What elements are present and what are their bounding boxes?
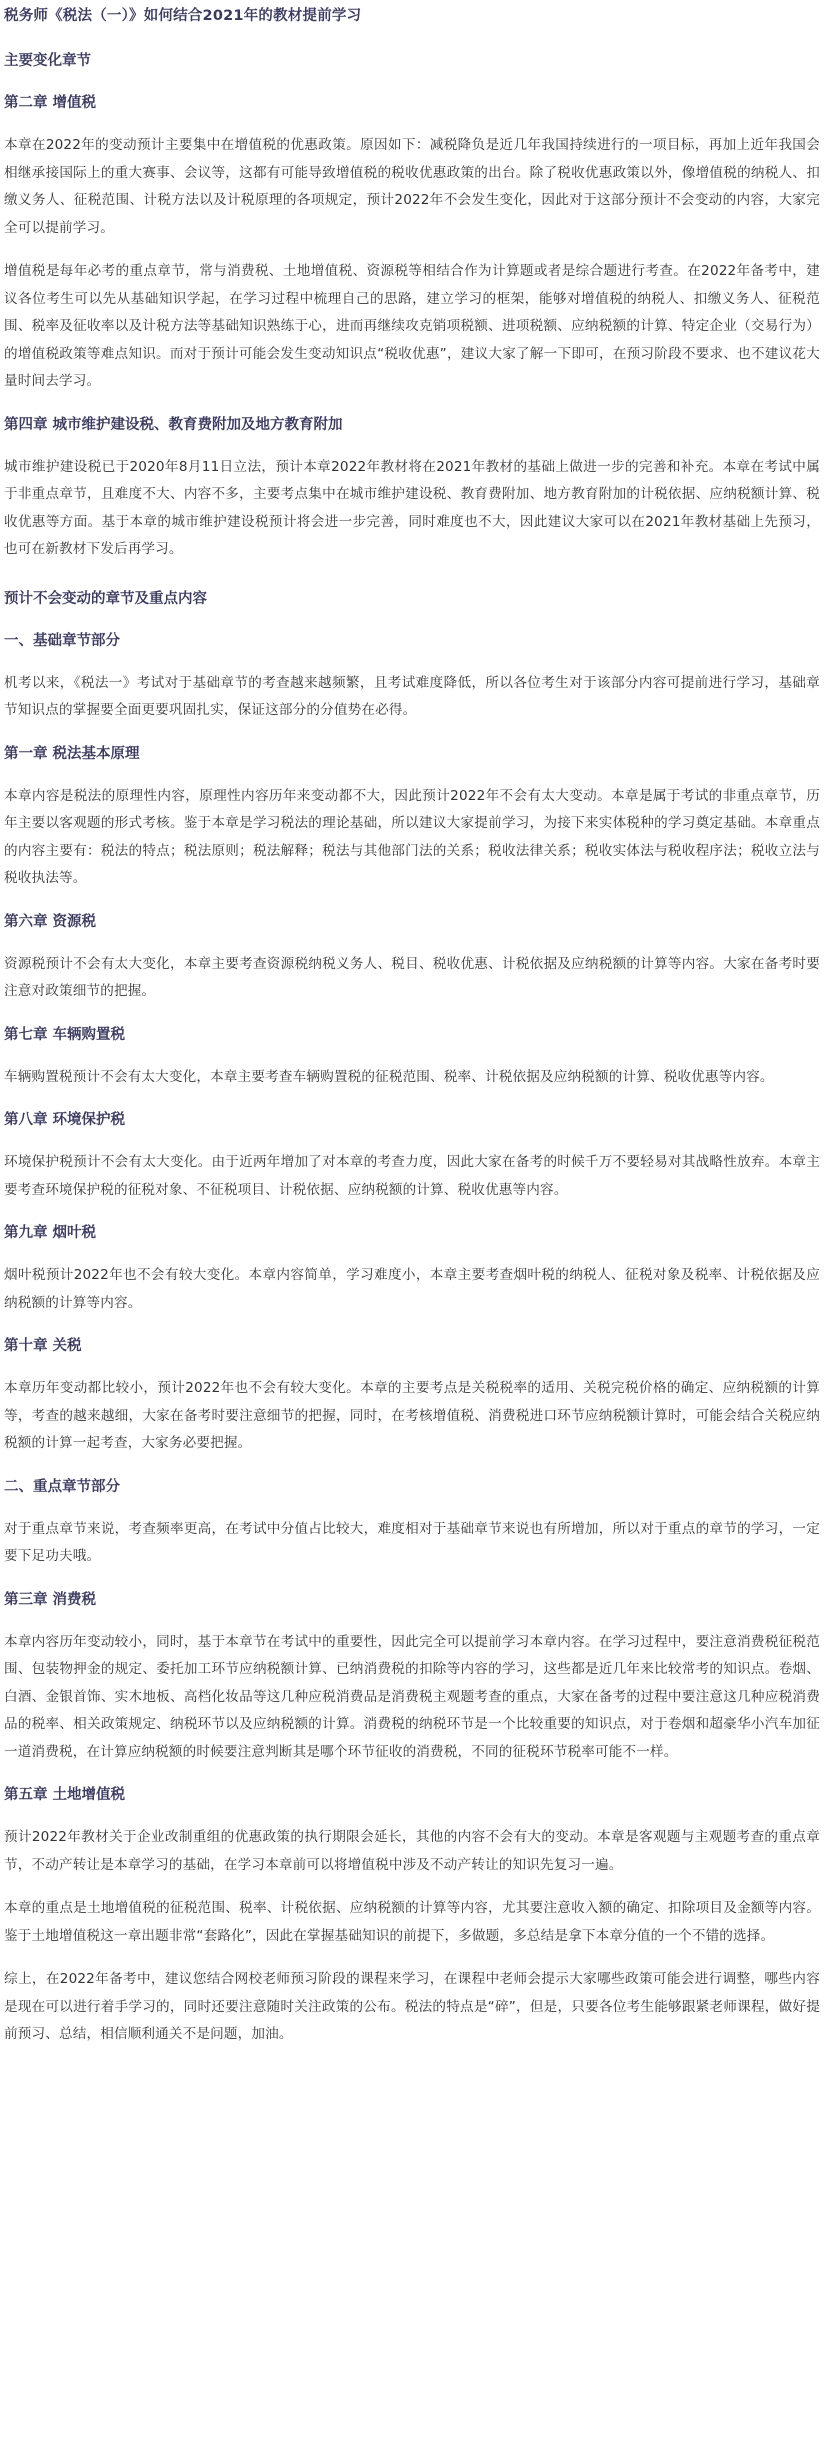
- article-title: 税务师《税法（一）》如何结合2021年的教材提前学习: [4, 8, 362, 24]
- section-heading-unchanged: 预计不会变动的章节及重点内容: [4, 590, 207, 607]
- chapter-heading-4: 第四章 城市维护建设税、教育费附加及地方教育附加: [4, 416, 343, 433]
- chapter-heading-3: 第三章 消费税: [4, 1591, 97, 1608]
- paragraph: 本章在2022年的变动预计主要集中在增值税的优惠政策。原因如下：减税降负是近几年我国持续进行的一项目标，再加上近年我国会相继承接国际上的重大赛事、会议等，这都有可能导致增值税的税收优惠政策的出台。除了税收优惠政策以外，像增值税的纳税人、扣缴义务人、征税范围、计税方法以及计税原理的各项规定，预计2022年不会发生变化，因此对于这部分预计不会变动的内容，大家完全可以提前学习。: [4, 137, 820, 236]
- paragraph: 资源税预计不会有太大变化，本章主要考查资源税纳税义务人、税目、税收优惠、计税依据及应纳税额的计算等内容。大家在备考时要注意对政策细节的把握。: [4, 955, 820, 999]
- chapter-heading-2: 第二章 增值税: [4, 95, 97, 111]
- chapter-heading-10: 第十章 关税: [4, 1338, 82, 1354]
- paragraph: 对于重点章节来说，考查频率更高，在考试中分值占比较大，难度相对于基础章节来说也有所增加，所以对于重点的章节的学习，一定要下足功夫哦。: [4, 1520, 820, 1564]
- subsection-heading-basic: 一、基础章节部分: [4, 632, 120, 649]
- paragraph: 预计2022年教材关于企业改制重组的优惠政策的执行期限会延长，其他的内容不会有大的变动。本章是客观题与主观题考查的重点章节，不动产转让是本章学习的基础，在学习本章前可以将增值税中涉及不动产转让的知识先复习一遍。: [4, 1829, 820, 1873]
- chapter-heading-7: 第七章 车辆购置税: [4, 1026, 126, 1043]
- paragraph: 本章内容历年变动较小，同时，基于本章节在考试中的重要性，因此完全可以提前学习本章内容。在学习过程中，要注意消费税征税范围、包装物押金的规定、委托加工环节应纳税额计算、已纳消费税的扣除等内容的学习，这些都是近几年来比较常考的知识点。卷烟、白酒、金银首饰、实木地板、高档化妆品等这几种应税消费品是消费税主观题考查的重点，大家在备考的过程中要注意这几种应税消费品的税率、相关政策规定、纳税环节以及应纳税额的计算。消费税的纳税环节是一个比较重要的知识点，对于卷烟和超豪华小汽车加征一道消费税，在计算应纳税额的时候要注意判断其是哪个环节征收的消费税，不同的征税环节税率可能不一样。: [4, 1633, 820, 1760]
- paragraph: 车辆购置税预计不会有太大变化，本章主要考查车辆购置税的征税范围、税率、计税依据及应纳税额的计算、税收优惠等内容。: [4, 1068, 774, 1085]
- paragraph: 环境保护税预计不会有太大变化。由于近两年增加了对本章的考查力度，因此大家在备考的时候千万不要轻易对其战略性放弃。本章主要考查环境保护税的征税对象、不征税项目、计税依据、应纳税额的计算、税收优惠等内容。: [4, 1154, 820, 1198]
- paragraph: 机考以来，《税法一》考试对于基础章节的考查越来越频繁，且考试难度降低，所以各位考生对于该部分内容可提前进行学习，基础章节知识点的掌握要全面更要巩固扎实，保证这部分的分值势在必得。: [4, 674, 820, 718]
- paragraph: 本章的重点是土地增值税的征税范围、税率、计税依据、应纳税额的计算等内容，尤其要注意收入额的确定、扣除项目及金额等内容。鉴于土地增值税这一章出题非常“套路化”，因此在掌握基础知识的前提下，多做题，多总结是拿下本章分值的一个不错的选择。: [4, 1900, 820, 1944]
- subsection-heading-key: 二、重点章节部分: [4, 1478, 120, 1495]
- paragraph: 城市维护建设税已于2020年8月11日立法，预计本章2022年教材将在2021年教材的基础上做进一步的完善和补充。本章在考试中属于非重点章节，且难度不大、内容不多，主要考点集中在城市维护建设税、教育费附加、地方教育附加的计税依据、应纳税额计算、税收优惠等方面。基于本章的城市维护建设税预计将会进一步完善，同时难度也不大，因此建议大家可以在2021年教材基础上先预习，也可在新教材下发后再学习。: [4, 458, 820, 557]
- chapter-heading-6: 第六章 资源税: [4, 913, 97, 930]
- chapter-heading-5: 第五章 土地增值税: [4, 1787, 126, 1803]
- paragraph: 本章历年变动都比较小，预计2022年也不会有较大变化。本章的主要考点是关税税率的适用、关税完税价格的确定、应纳税额的计算等，考查的越来越细，大家在备考时要注意细节的把握，同时，在考核增值税、消费税进口环节应纳税额计算时，可能会结合关税应纳税额的计算一起考查，大家务必要把握。: [4, 1380, 820, 1451]
- chapter-heading-9: 第九章 烟叶税: [4, 1225, 97, 1241]
- chapter-heading-8: 第八章 环境保护税: [4, 1112, 126, 1128]
- paragraph: 增值税是每年必考的重点章节，常与消费税、土地增值税、资源税等相结合作为计算题或者是综合题进行考查。在2022年备考中，建议各位考生可以先从基础知识学起，在学习过程中梳理自己的思路，建立学习的框架，能够对增值税的纳税人、扣缴义务人、征税范围、税率及征收率以及计税方法等基础知识熟练于心，进而再继续攻克销项税额、进项税额、应纳税额的计算、特定企业（交易行为）的增值税政策等难点知识。而对于预计可能会发生变动知识点“税收优惠”，建议大家了解一下即可，在预习阶段不要求、也不建议花大量时间去学习。: [4, 263, 820, 389]
- paragraph-conclusion: 综上，在2022年备考中，建议您结合网校老师预习阶段的课程来学习，在课程中老师会提示大家哪些政策可能会进行调整，哪些内容是现在可以进行着手学习的，同时还要注意随时关注政策的公布。税法的特点是“碎”，但是，只要各位考生能够跟紧老师课程，做好提前预习、总结，相信顺利通关不是问题，加油。: [4, 1971, 820, 2042]
- chapter-heading-1: 第一章 税法基本原理: [4, 745, 140, 762]
- paragraph: 本章内容是税法的原理性内容，原理性内容历年来变动都不大，因此预计2022年不会有太大变动。本章是属于考试的非重点章节，历年主要以客观题的形式考核。鉴于本章是学习税法的理论基础，所以建议大家提前学习，为接下来实体税种的学习奠定基础。本章重点的内容主要有：税法的特点；税法原则；税法解释；税法与其他部门法的关系；税收法律关系；税收实体法与税收程序法；税收立法与税收执法等。: [4, 787, 820, 886]
- section-heading-main-changes: 主要变化章节: [4, 53, 91, 69]
- paragraph: 烟叶税预计2022年也不会有较大变化。本章内容简单，学习难度小，本章主要考查烟叶税的纳税人、征税对象及税率、计税依据及应纳税额的计算等内容。: [4, 1267, 820, 1311]
